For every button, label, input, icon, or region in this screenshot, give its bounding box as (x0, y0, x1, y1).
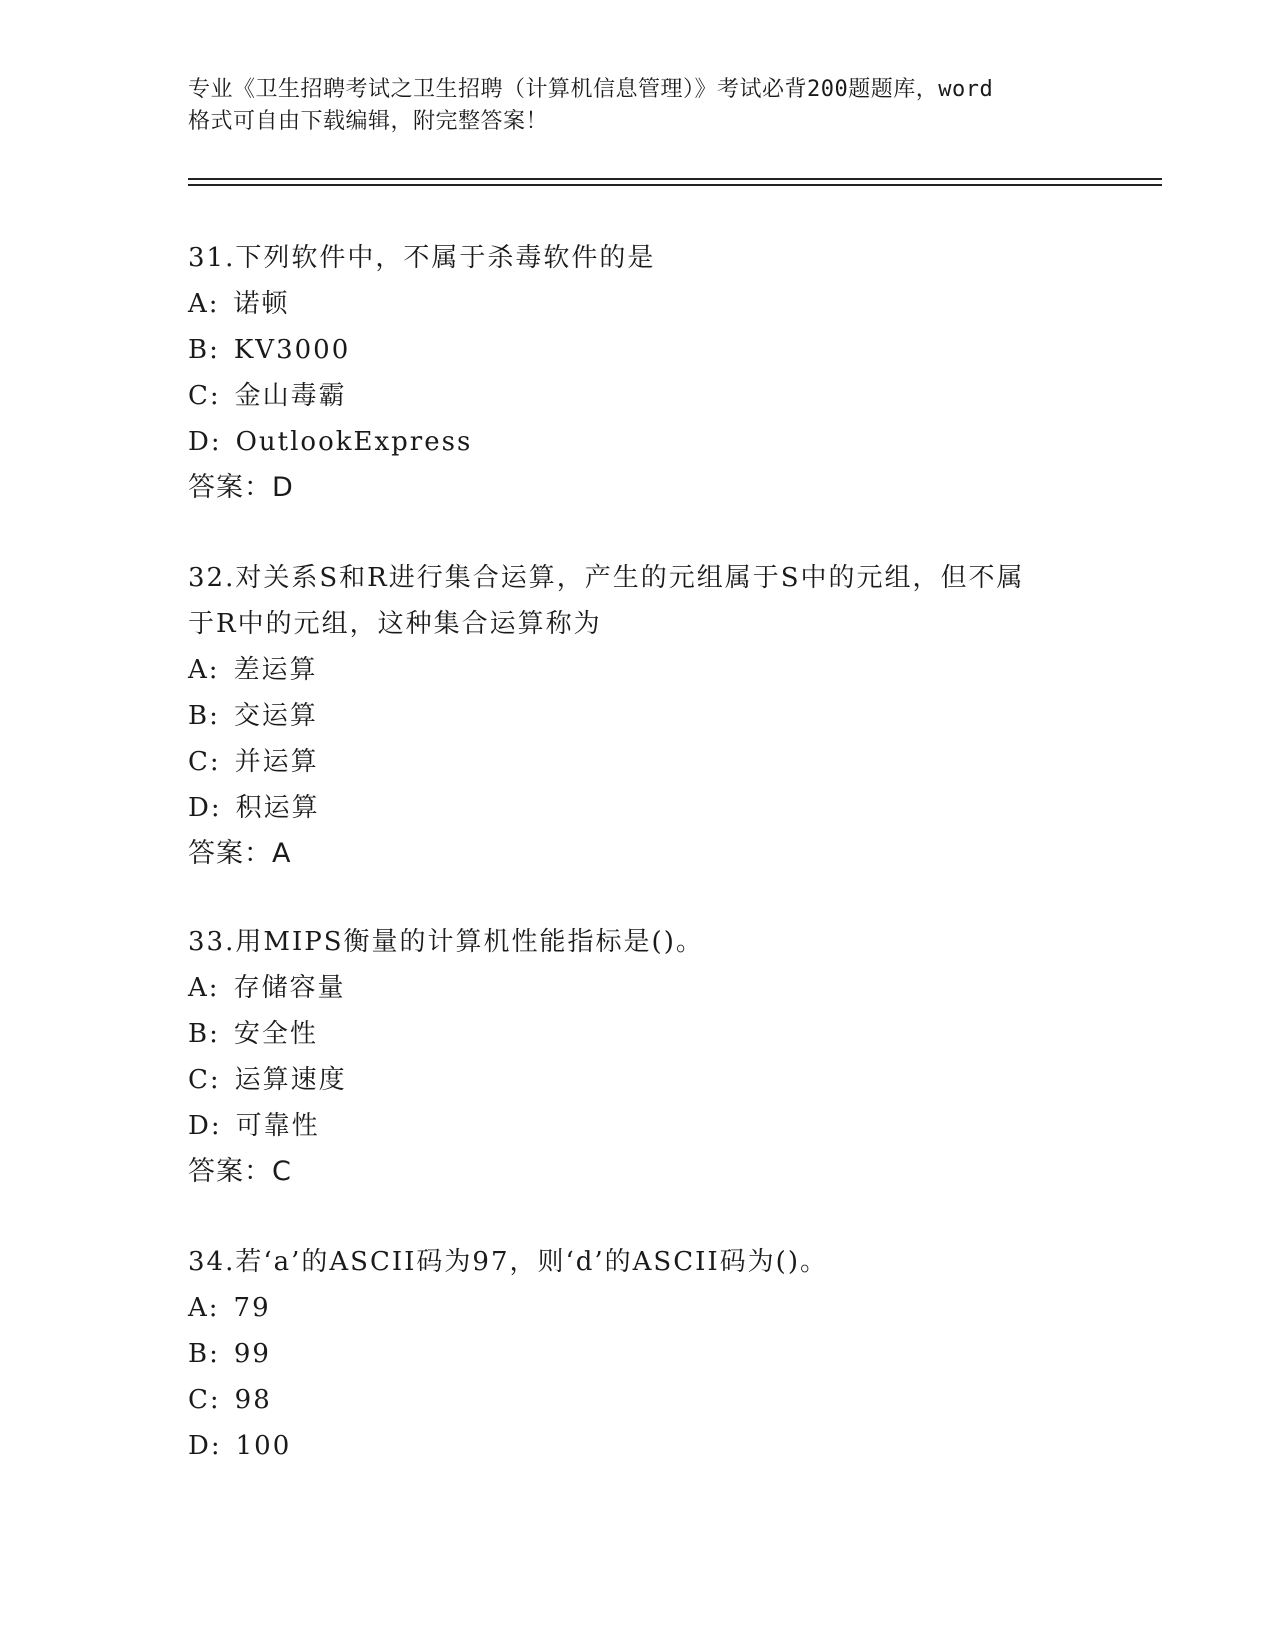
option-text: 并运算 (234, 747, 319, 777)
option-text: 诺顿 (233, 289, 290, 319)
option-key: B: (188, 1019, 220, 1049)
option-key: D: (188, 427, 222, 457)
question-33-title: 33.用MIPS衡量的计算机性能指标是()。 (188, 927, 704, 957)
question-33-option-d (188, 1103, 1088, 1149)
question-34 (188, 1239, 1088, 1469)
option-key: B: (188, 335, 220, 365)
question-33-answer: 答案：C (188, 1156, 292, 1187)
question-32-option-c (188, 739, 1088, 785)
question-32-title-line-1: 32.对关系S和R进行集合运算，产生的元组属于S中的元组，但不属 (188, 563, 1025, 593)
header-divider-bottom (188, 184, 1162, 186)
header-line-2: 格式可自由下载编辑，附完整答案！ (188, 109, 549, 134)
option-text: 100 (235, 1431, 292, 1461)
option-key: A: (188, 655, 220, 685)
question-33-option-c (188, 1057, 1088, 1103)
question-34-title: 34.若‘a’的ASCII码为97，则‘d’的ASCII码为()。 (188, 1247, 828, 1277)
option-key: C: (188, 1385, 221, 1415)
question-31-answer: 答案：D (188, 472, 294, 503)
option-key: D: (188, 793, 222, 823)
question-34-option-b (188, 1331, 1088, 1377)
question-31-option-c (188, 373, 1088, 419)
option-text: 交运算 (233, 701, 318, 731)
option-key: B: (188, 701, 220, 731)
option-text: 安全性 (233, 1019, 318, 1049)
question-33-option-a (188, 965, 1088, 1011)
header-line-1: 专业《卫生招聘考试之卫生招聘（计算机信息管理）》考试必背200题题库，word (188, 77, 994, 102)
option-text: 金山毒霸 (234, 381, 347, 411)
question-31 (188, 235, 1088, 511)
document-header (188, 74, 1088, 138)
question-32-option-b (188, 693, 1088, 739)
question-32-title-line-2: 于R中的元组，这种集合运算称为 (188, 609, 602, 639)
option-text: OutlookExpress (235, 427, 473, 457)
question-31-option-a (188, 281, 1088, 327)
option-key: D: (188, 1431, 222, 1461)
question-31-title: 31.下列软件中，不属于杀毒软件的是 (188, 243, 656, 273)
option-key: C: (188, 1065, 221, 1095)
question-32-option-a (188, 647, 1088, 693)
option-text: 差运算 (233, 655, 318, 685)
option-key: A: (188, 973, 220, 1003)
question-32-option-d (188, 785, 1088, 831)
option-key: A: (188, 289, 220, 319)
question-31-option-d (188, 419, 1088, 465)
question-34-option-c (188, 1377, 1088, 1423)
option-text: 可靠性 (235, 1111, 320, 1141)
question-34-option-d (188, 1423, 1088, 1469)
option-text: 99 (233, 1339, 271, 1369)
header-divider-top (188, 178, 1162, 180)
option-text: 积运算 (235, 793, 320, 823)
option-key: A: (188, 1293, 220, 1323)
option-text: 运算速度 (234, 1065, 347, 1095)
question-33 (188, 919, 1088, 1195)
option-text: 79 (233, 1293, 271, 1323)
question-34-option-a (188, 1285, 1088, 1331)
option-text: KV3000 (233, 335, 351, 365)
option-key: C: (188, 381, 221, 411)
question-33-option-b (188, 1011, 1088, 1057)
option-key: C: (188, 747, 221, 777)
option-key: B: (188, 1339, 220, 1369)
option-key: D: (188, 1111, 222, 1141)
option-text: 98 (234, 1385, 272, 1415)
question-31-option-b (188, 327, 1088, 373)
question-32 (188, 555, 1088, 877)
option-text: 存储容量 (233, 973, 346, 1003)
question-32-answer: 答案：A (188, 838, 292, 869)
